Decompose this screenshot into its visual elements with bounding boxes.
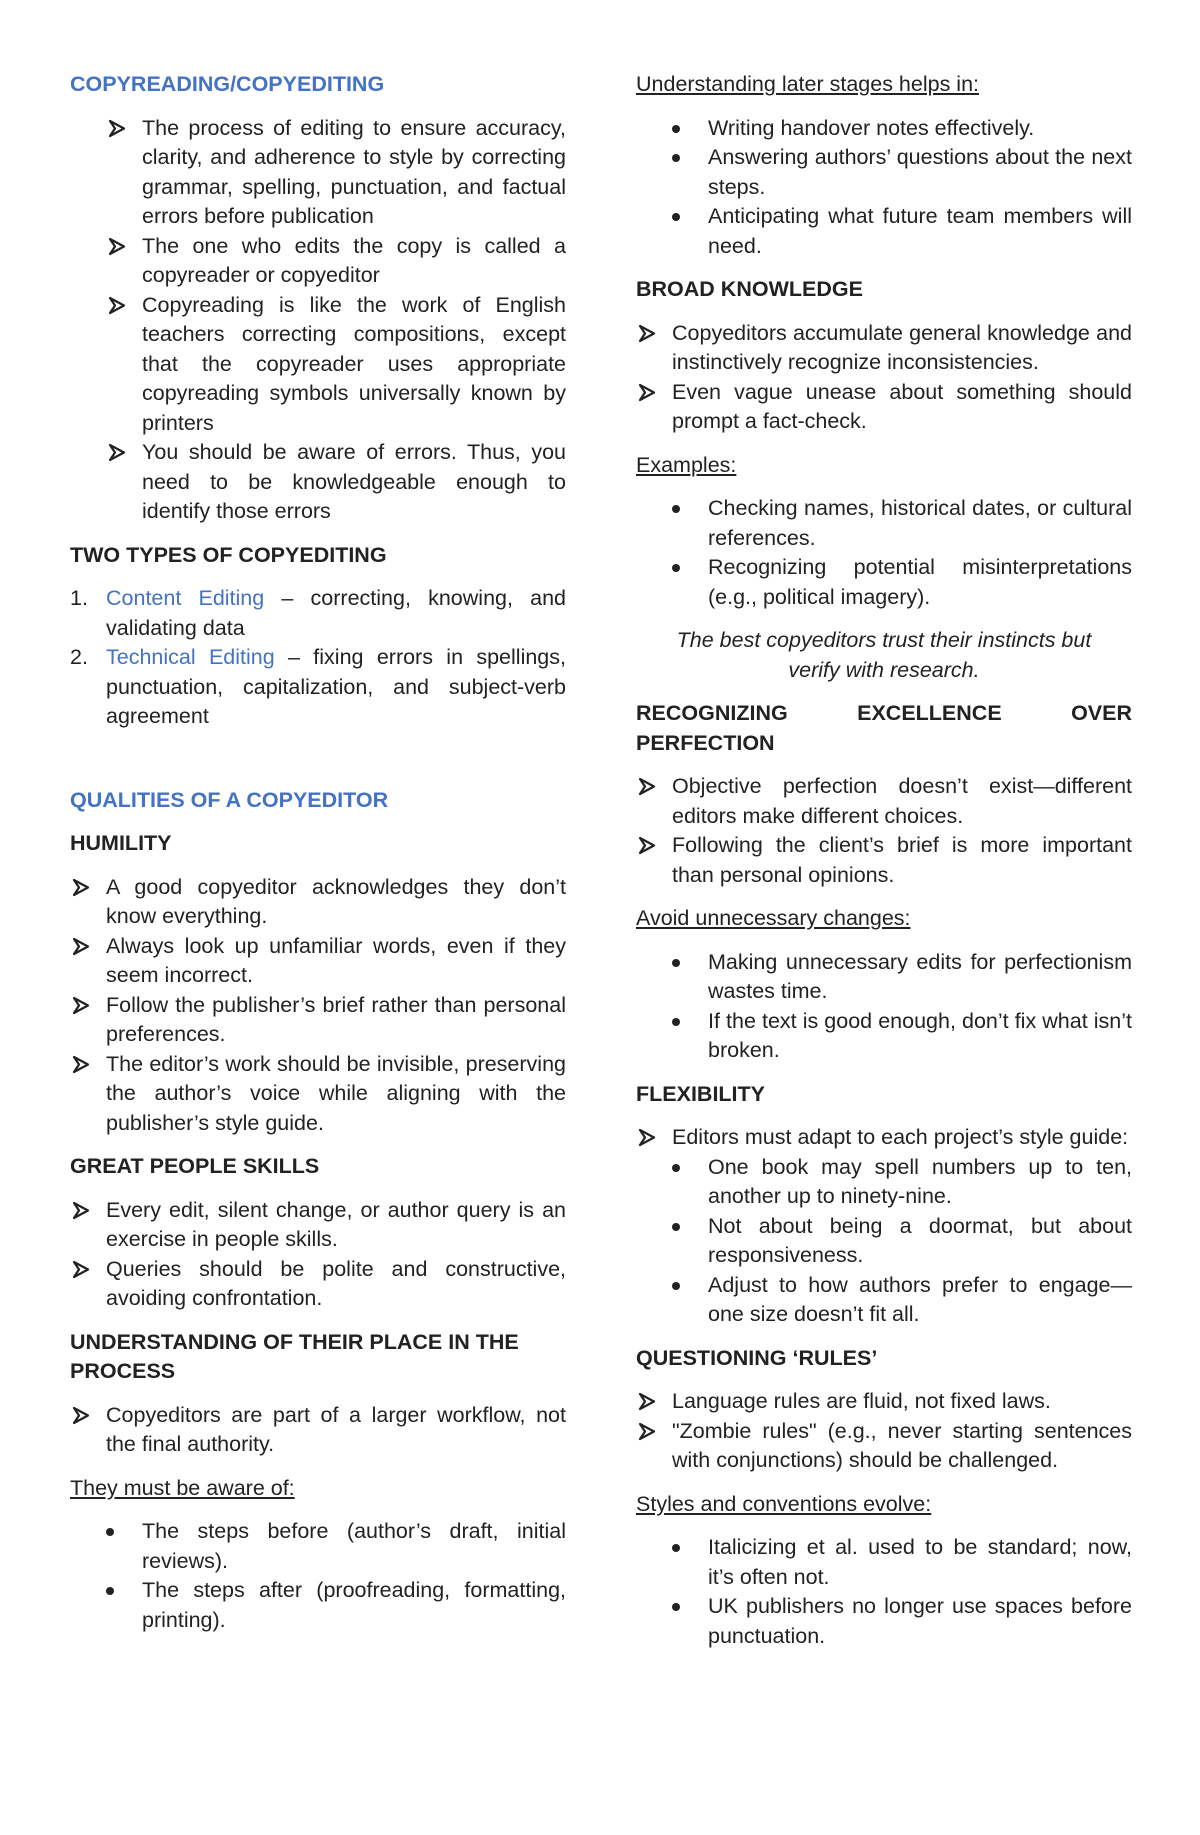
arrow-bullet-icon (70, 932, 96, 961)
arrow-bullet-icon (636, 319, 662, 348)
list-number: 1. (70, 586, 88, 610)
aware-list (70, 1517, 566, 1635)
heading-questioning-rules: QUESTIONING ‘RULES’ (636, 1345, 878, 1370)
arrow-bullet-icon (70, 873, 96, 902)
arrow-bullet-icon (636, 1417, 662, 1446)
list-item: Recognizing potential misinterpretations (e.g., political imagery). (636, 553, 1132, 612)
bullet-dot-icon (672, 1164, 680, 1172)
list-item: The steps after (proofreading, formatting, printing). (70, 1576, 566, 1635)
heading-place-in-process: UNDERSTANDING OF THEIR PLACE IN THE PROCESS (70, 1329, 519, 1383)
list-item: Copyeditors accumulate general knowledge and instinctively recognize inconsistencies. (636, 319, 1132, 378)
arrow-bullet-icon (106, 291, 132, 320)
list-item: The editor’s work should be invisible, preserving the author’s voice while aligning with the publisher’s style guide. (70, 1050, 566, 1139)
arrow-bullet-icon (636, 1387, 662, 1416)
examples-list (636, 494, 1132, 612)
list-item: You should be aware of errors. Thus, you need to be knowledgeable enough to identify those errors (70, 438, 566, 527)
place-list (70, 1401, 566, 1460)
italic-note: The best copyeditors trust their instincts but verify with research. (676, 628, 1092, 682)
people-list (70, 1196, 566, 1314)
arrow-bullet-icon (106, 232, 132, 261)
right-column (636, 70, 1132, 1665)
list-item: A good copyeditor acknowledges they don’t know everything. (70, 873, 566, 932)
flex-list (636, 1123, 1132, 1153)
list-item: The steps before (author’s draft, initial reviews). (70, 1517, 566, 1576)
broad-list (636, 319, 1132, 437)
avoid-list (636, 948, 1132, 1066)
bullet-dot-icon (672, 1603, 680, 1611)
list-item: Always look up unfamiliar words, even if they seem incorrect. (70, 932, 566, 991)
bullet-dot-icon (672, 125, 680, 133)
list-item: The process of editing to ensure accuracy, clarity, and adherence to style by correcting grammar, spelling, punctuation, and factual errors before publication (70, 114, 566, 232)
arrow-bullet-icon (636, 831, 662, 860)
arrow-bullet-icon (70, 1401, 96, 1430)
list-item: Queries should be polite and constructive, avoiding confrontation. (70, 1255, 566, 1314)
list-item: Follow the publisher’s brief rather than personal preferences. (70, 991, 566, 1050)
list-item: 1. Content Editing – correcting, knowing, and validating data (70, 586, 567, 640)
list-item: Answering authors’ questions about the next steps. (636, 143, 1132, 202)
bullet-dot-icon (672, 959, 680, 967)
list-item: Writing handover notes effectively. (636, 114, 1132, 144)
list-item: Editors must adapt to each project’s style guide: (636, 1123, 1132, 1153)
list-item: Following the client’s brief is more important than personal opinions. (636, 831, 1132, 890)
list-item: One book may spell numbers up to ten, another up to ninety-nine. (636, 1153, 1132, 1212)
later-list (636, 114, 1132, 262)
list-item: Copyeditors are part of a larger workflow, not the final authority. (70, 1401, 566, 1460)
list-item: Adjust to how authors prefer to engage—one size doesn’t fit all. (636, 1271, 1132, 1330)
heading-two-types: TWO TYPES OF COPYEDITING (70, 542, 387, 567)
section-title-qualities: QUALITIES OF A COPYEDITOR (70, 787, 389, 812)
section-title-copyreading: COPYREADING/COPYEDITING (70, 72, 385, 96)
humility-list (70, 873, 566, 1139)
flex-sub-list (636, 1153, 1132, 1330)
subhead-examples: Examples: (636, 452, 737, 477)
heading-people-skills: GREAT PEOPLE SKILLS (70, 1154, 320, 1178)
bullet-dot-icon (106, 1528, 114, 1536)
heading-broad-knowledge: BROAD KNOWLEDGE (636, 277, 863, 301)
arrow-bullet-icon (636, 378, 662, 407)
list-number: 2. (70, 645, 88, 669)
styles-list (636, 1533, 1132, 1651)
list-item: Anticipating what future team members will need. (636, 202, 1132, 261)
arrow-bullet-icon (106, 114, 132, 143)
list-item: Objective perfection doesn’t exist—different editors make different choices. (636, 772, 1132, 831)
bullet-dot-icon (672, 1018, 680, 1026)
list-item: Even vague unease about something should prompt a fact-check. (636, 378, 1132, 437)
list-item: The one who edits the copy is called a copyreader or copyeditor (70, 232, 566, 291)
bullet-dot-icon (672, 564, 680, 572)
types-list (70, 584, 566, 732)
subhead-styles-evolve: Styles and conventions evolve: (636, 1491, 932, 1516)
list-item: Language rules are fluid, not fixed laws. (636, 1387, 1132, 1417)
arrow-bullet-icon (70, 991, 96, 1020)
bullet-dot-icon (672, 1223, 680, 1231)
term-content-editing: Content Editing (106, 586, 265, 610)
bullet-dot-icon (672, 1282, 680, 1290)
left-column (70, 70, 566, 1649)
arrow-bullet-icon (70, 1255, 96, 1284)
list-item: Italicizing et al. used to be standard; now, it’s often not. (636, 1533, 1132, 1592)
subhead-aware-of: They must be aware of: (70, 1475, 295, 1500)
arrow-bullet-icon (636, 1123, 662, 1152)
list-item: Every edit, silent change, or author query is an exercise in people skills. (70, 1196, 566, 1255)
bullet-dot-icon (672, 1544, 680, 1552)
bullet-dot-icon (672, 154, 680, 162)
arrow-bullet-icon (70, 1196, 96, 1225)
bullet-dot-icon (672, 505, 680, 513)
heading-excellence: RECOGNIZING EXCELLENCE OVER PERFECTION (636, 701, 1132, 755)
bullet-dot-icon (106, 1587, 114, 1595)
heading-flexibility: FLEXIBILITY (636, 1081, 765, 1106)
list-item: "Zombie rules" (e.g., never starting sentences with conjunctions) should be challenged. (636, 1417, 1132, 1476)
list-item: Checking names, historical dates, or cultural references. (636, 494, 1132, 553)
arrow-bullet-icon (106, 438, 132, 467)
list-item: Making unnecessary edits for perfectionism wastes time. (636, 948, 1132, 1007)
arrow-bullet-icon (636, 772, 662, 801)
subhead-later-stages: Understanding later stages helps in: (636, 72, 980, 96)
list-item: Copyreading is like the work of English teachers correcting compositions, except that the copyreader uses appropriate copyreading symbols universally known by printers (70, 291, 566, 439)
heading-humility: HUMILITY (70, 831, 172, 855)
excellence-list (636, 772, 1132, 890)
subhead-avoid-changes: Avoid unnecessary changes: (636, 906, 911, 930)
bullet-dot-icon (672, 213, 680, 221)
rules-list (636, 1387, 1132, 1476)
list-item: UK publishers no longer use spaces before punctuation. (636, 1592, 1132, 1651)
intro-list (70, 114, 566, 527)
arrow-bullet-icon (70, 1050, 96, 1079)
list-item: Not about being a doormat, but about responsiveness. (636, 1212, 1132, 1271)
list-item: If the text is good enough, don’t fix what isn’t broken. (636, 1007, 1132, 1066)
term-technical-editing: Technical Editing (106, 645, 275, 669)
list-item: 2. Technical Editing – fixing errors in spellings, punctuation, capitalization, and subject-verb agreement (70, 645, 566, 728)
